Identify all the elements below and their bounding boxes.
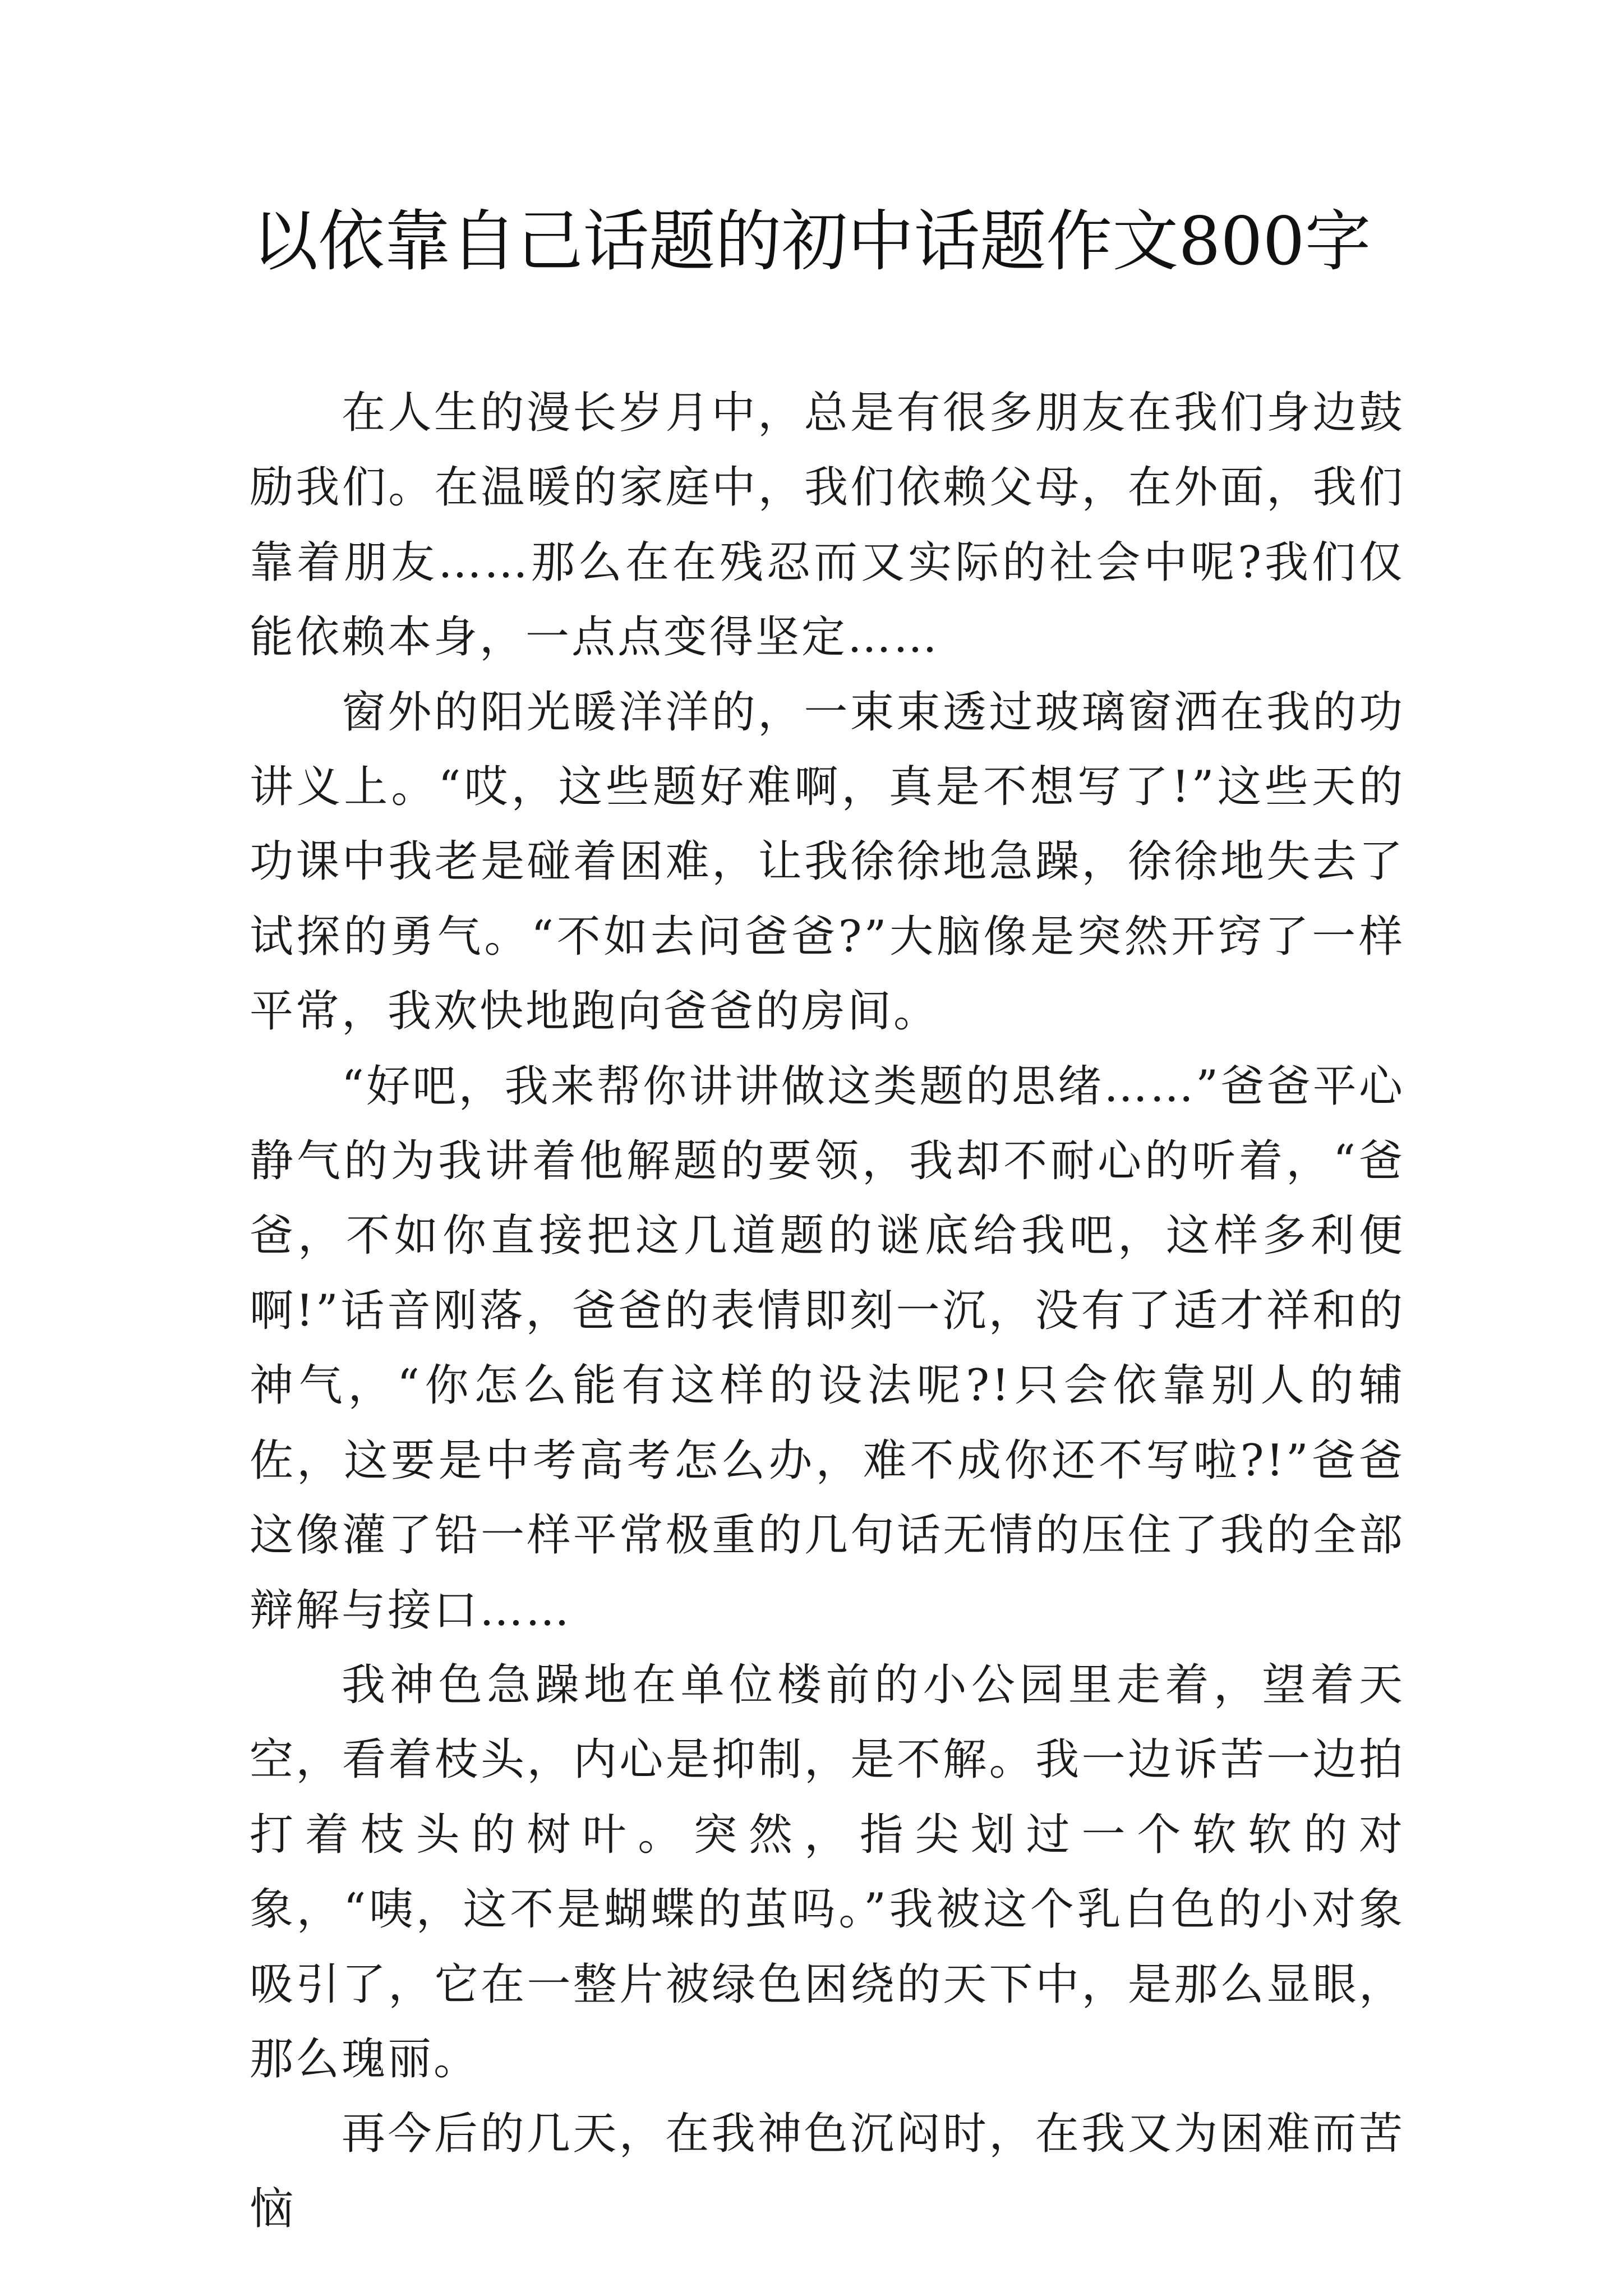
- paragraph: 我神色急躁地在单位楼前的小公园里走着，望着天空，看着枝头，内心是抑制，是不解。我一边诉苦一边拍打着枝头的树叶。突然，指尖划过一个软软的对象，“咦，这不是蝴蝶的茧吗。”我被这个乳白色的小对象吸引了，它在一整片被绿色困绕的天下中，是那么显眼，那么瑰丽。: [250, 1659, 1405, 2085]
- paragraph: 在人生的漫长岁月中，总是有很多朋友在我们身边鼓励我们。在温暖的家庭中，我们依赖父母，在外面，我们靠着朋友……那么在在残忍而又实际的社会中呢?我们仅能依赖本身，一点点变得坚定……: [250, 388, 1405, 663]
- paragraph: “好吧，我来帮你讲讲做这类题的思绪……”爸爸平心静气的为我讲着他解题的要领，我却不耐心的听着，“爸爸，不如你直接把这几道题的谜底给我吧，这样多利便啊!”话音刚落，爸爸的表情即刻一沉，没有了适才祥和的神气，“你怎么能有这样的设法呢?!只会依靠别人的辅佐，这要是中考高考怎么办，难不成你还不写啦?!”爸爸这像灌了铅一样平常极重的几句话无情的压住了我的全部辩解与接口……: [250, 1061, 1405, 1636]
- paragraph: 再今后的几天，在我神色沉闷时，在我又为困难而苦恼: [250, 2109, 1405, 2234]
- paragraph: 窗外的阳光暖洋洋的，一束束透过玻璃窗洒在我的功讲义上。“哎，这些题好难啊，真是不想写了!”这些天的功课中我老是碰着困难，让我徐徐地急躁，徐徐地失去了试探的勇气。“不如去问爸爸?”大脑像是突然开窍了一样平常，我欢快地跑向爸爸的房间。: [250, 687, 1405, 1037]
- document-title: 以依靠自己话题的初中话题作文800字: [252, 203, 1371, 280]
- document-body: [250, 376, 1405, 2247]
